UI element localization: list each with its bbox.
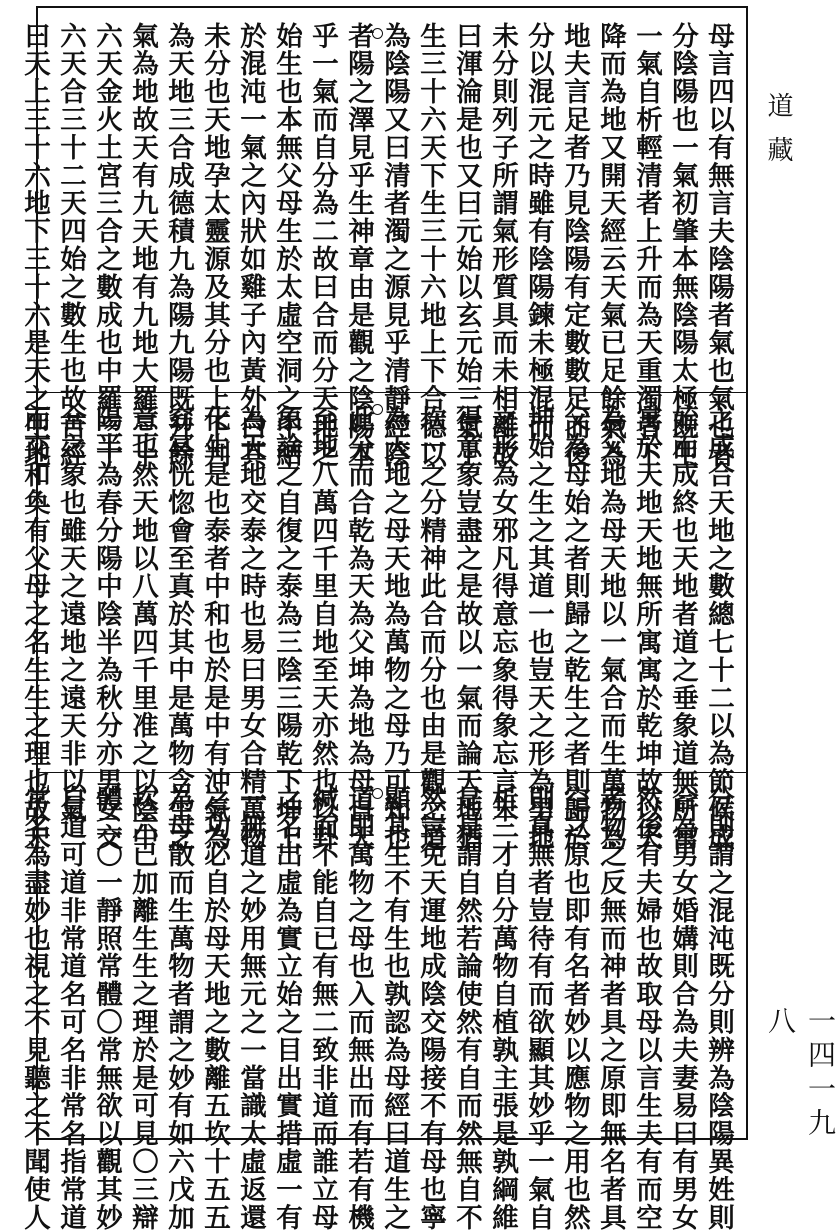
canon-title: 道藏 [763,92,793,180]
text-column: 未分則列子所謂氣形質具而未相離故 [487,22,518,469]
text-column: 為陰陽又曰清者濁之源見乎清靜經陰 [379,22,410,469]
circle-mark-icon [372,788,383,799]
text-column: 而交和奐有父母之名生生之理也故未 [19,405,50,852]
text-column: 六天金火土宮三合之數成也中羅三十 [91,22,122,469]
text-column: 象論之自復之泰為三陰三陽乾下坤上 [271,405,302,852]
text-column: 然豈免天運地成陰交陽接不有母也寧 [415,785,446,1231]
text-column: 為天地之母天地為萬物之母乃可知也 [379,405,410,852]
text-panel-top [19,8,746,469]
text-column: 為母散而生萬物者謂之妙有如六戊加 [163,785,194,1231]
text-column: 分以混元之時雖有陰陽鍊未極混而 [523,22,554,441]
text-column: 得意象豈盡之是故以一氣而論天地猶 [451,405,482,852]
text-column: 為天地三合成德積九為陽九陽既升餘 [163,22,194,469]
text-column: 之功必自於母天地之數離五坎十五五 [199,785,230,1231]
text-column: 分則謂之混沌既分則辨為陰陽異姓則 [703,785,734,1231]
text-column: 坎一之分精神此合而分也由是觀之道 [415,405,446,852]
text-column: 之形為女邪凡得意忘象得象忘言未 [487,405,518,824]
text-column: 為天地交泰之時也易曰男女合精萬物 [235,405,266,852]
text-column: 顯其生不有生也孰認為母經曰道生之 [379,785,410,1231]
text-column: 則真無者豈待有而欲顯其妙乎一氣自 [523,785,554,1231]
text-column: 曰天上三十六地下三十六是天之生地 [19,22,50,469]
text-column: 之成合天地之數總七十二以為節候成 [703,405,734,852]
text-column: 一無道之妙用無元之一當識太虛返還 [235,785,266,1231]
text-column: 地夫言足者乃見陰陽有定數數足而後 [559,22,590,469]
text-column: 為父地為母天地以一氣合而生萬物為 [595,405,626,852]
page-frame [19,6,748,1231]
text-column: 常名為盡妙也視之不見聽之不聞使人 [19,785,50,1231]
text-column: 者物之反無而神者具之原即無名者具 [595,785,626,1231]
text-column: 然後有夫婦也故取母以言生夫有而空 [631,785,662,1231]
text-column: 坎六已加離生生之理於是可見〇三辯 [127,785,158,1231]
text-column: 母言四以有無言夫陰陽者氣也氣也者 [703,22,734,469]
text-panel-bottom [19,772,746,1231]
text-column: 空之原也即有名者妙以應物之用也然 [559,785,590,1231]
text-column: 析三才自分萬物自植孰主張是孰綱維 [487,785,518,1231]
text-column: 寓於天地天地無所寓寓於乾坤故以天 [631,405,662,852]
text-column: 道即萬物之母也入而無出而有若有機 [343,785,374,1231]
text-column: 陽半為春分陽中陰半為秋分亦男女交 [91,405,122,852]
text-column: 未分也天地孕太靈源及其分也上下判 [199,22,230,469]
text-panel-middle [19,392,746,852]
text-column: 意也然天地以八萬四千里准之以陰中 [127,405,158,852]
text-column: 生三十六天下生三十六地上下合德以 [415,22,446,469]
text-column: 化生是也泰者中和也於是中有沖氣為 [199,405,230,852]
text-column: 曰渾淪是也又曰元始以玄元始三氣上 [451,22,482,469]
text-column: 始而成終也天地者道之垂象道無所寓 [667,405,698,852]
text-column: 分陰陽也一氣初肇本無陰陽太極既生 [667,22,698,469]
text-column: 六天合三十二天四始之數生也故苦經 [55,22,86,469]
page-number: 一四一九八 [764,1006,837,1142]
text-column: 合為男女婚媾則合為夫妻易曰有男女 [667,785,698,1231]
text-column: 是是謂自然若論使然有自而然無自不 [451,785,482,1231]
text-column: 一氣自析輕清者上升而為天重濁者下 [631,22,662,469]
text-column: 之名出虛為實立始之目出實措虛一有 [271,785,302,1231]
text-column: 合之象也雖天之遠地之遠天非以氣 [55,405,86,824]
text-column: 坤始之生之其道一也豈天之形為男地 [523,405,554,852]
text-column: 體二〇一靜照常體〇常無欲以觀其妙 [91,785,122,1231]
text-column: 緘而不能自已有無二致非道而誰立母 [307,785,338,1231]
text-column: 者陽之澤見乎生神章由是觀之陰陽本 [343,22,374,469]
text-column: 氣為地故天有九天地有九地大羅三十 [127,22,158,469]
text-column: 此分而合乾為天為父坤為地為母自天 [343,405,374,852]
text-column: 至地八萬四千里自地至天亦然也以卦 [307,405,338,852]
text-column: 於混沌一氣之內狀如雞子內黃外白其 [235,22,266,469]
text-column: 降而為地又開天經云天氣已足餘氣為 [595,22,626,469]
text-column: 窈冥恍惚會至真於其中是萬物含生之 [163,405,194,852]
text-column: 始生也本無父母生於太虛空洞之中結 [271,22,302,469]
text-column: 父為母始之者則歸之乾生之者則歸於 [559,405,590,852]
text-column: 自道可道非常道名可名非常名指常道 [55,785,86,1231]
text-column: 乎一氣而自分為二故曰合而分天地之 [307,22,338,469]
circle-mark-icon [372,404,383,415]
circle-mark-icon [372,28,383,39]
